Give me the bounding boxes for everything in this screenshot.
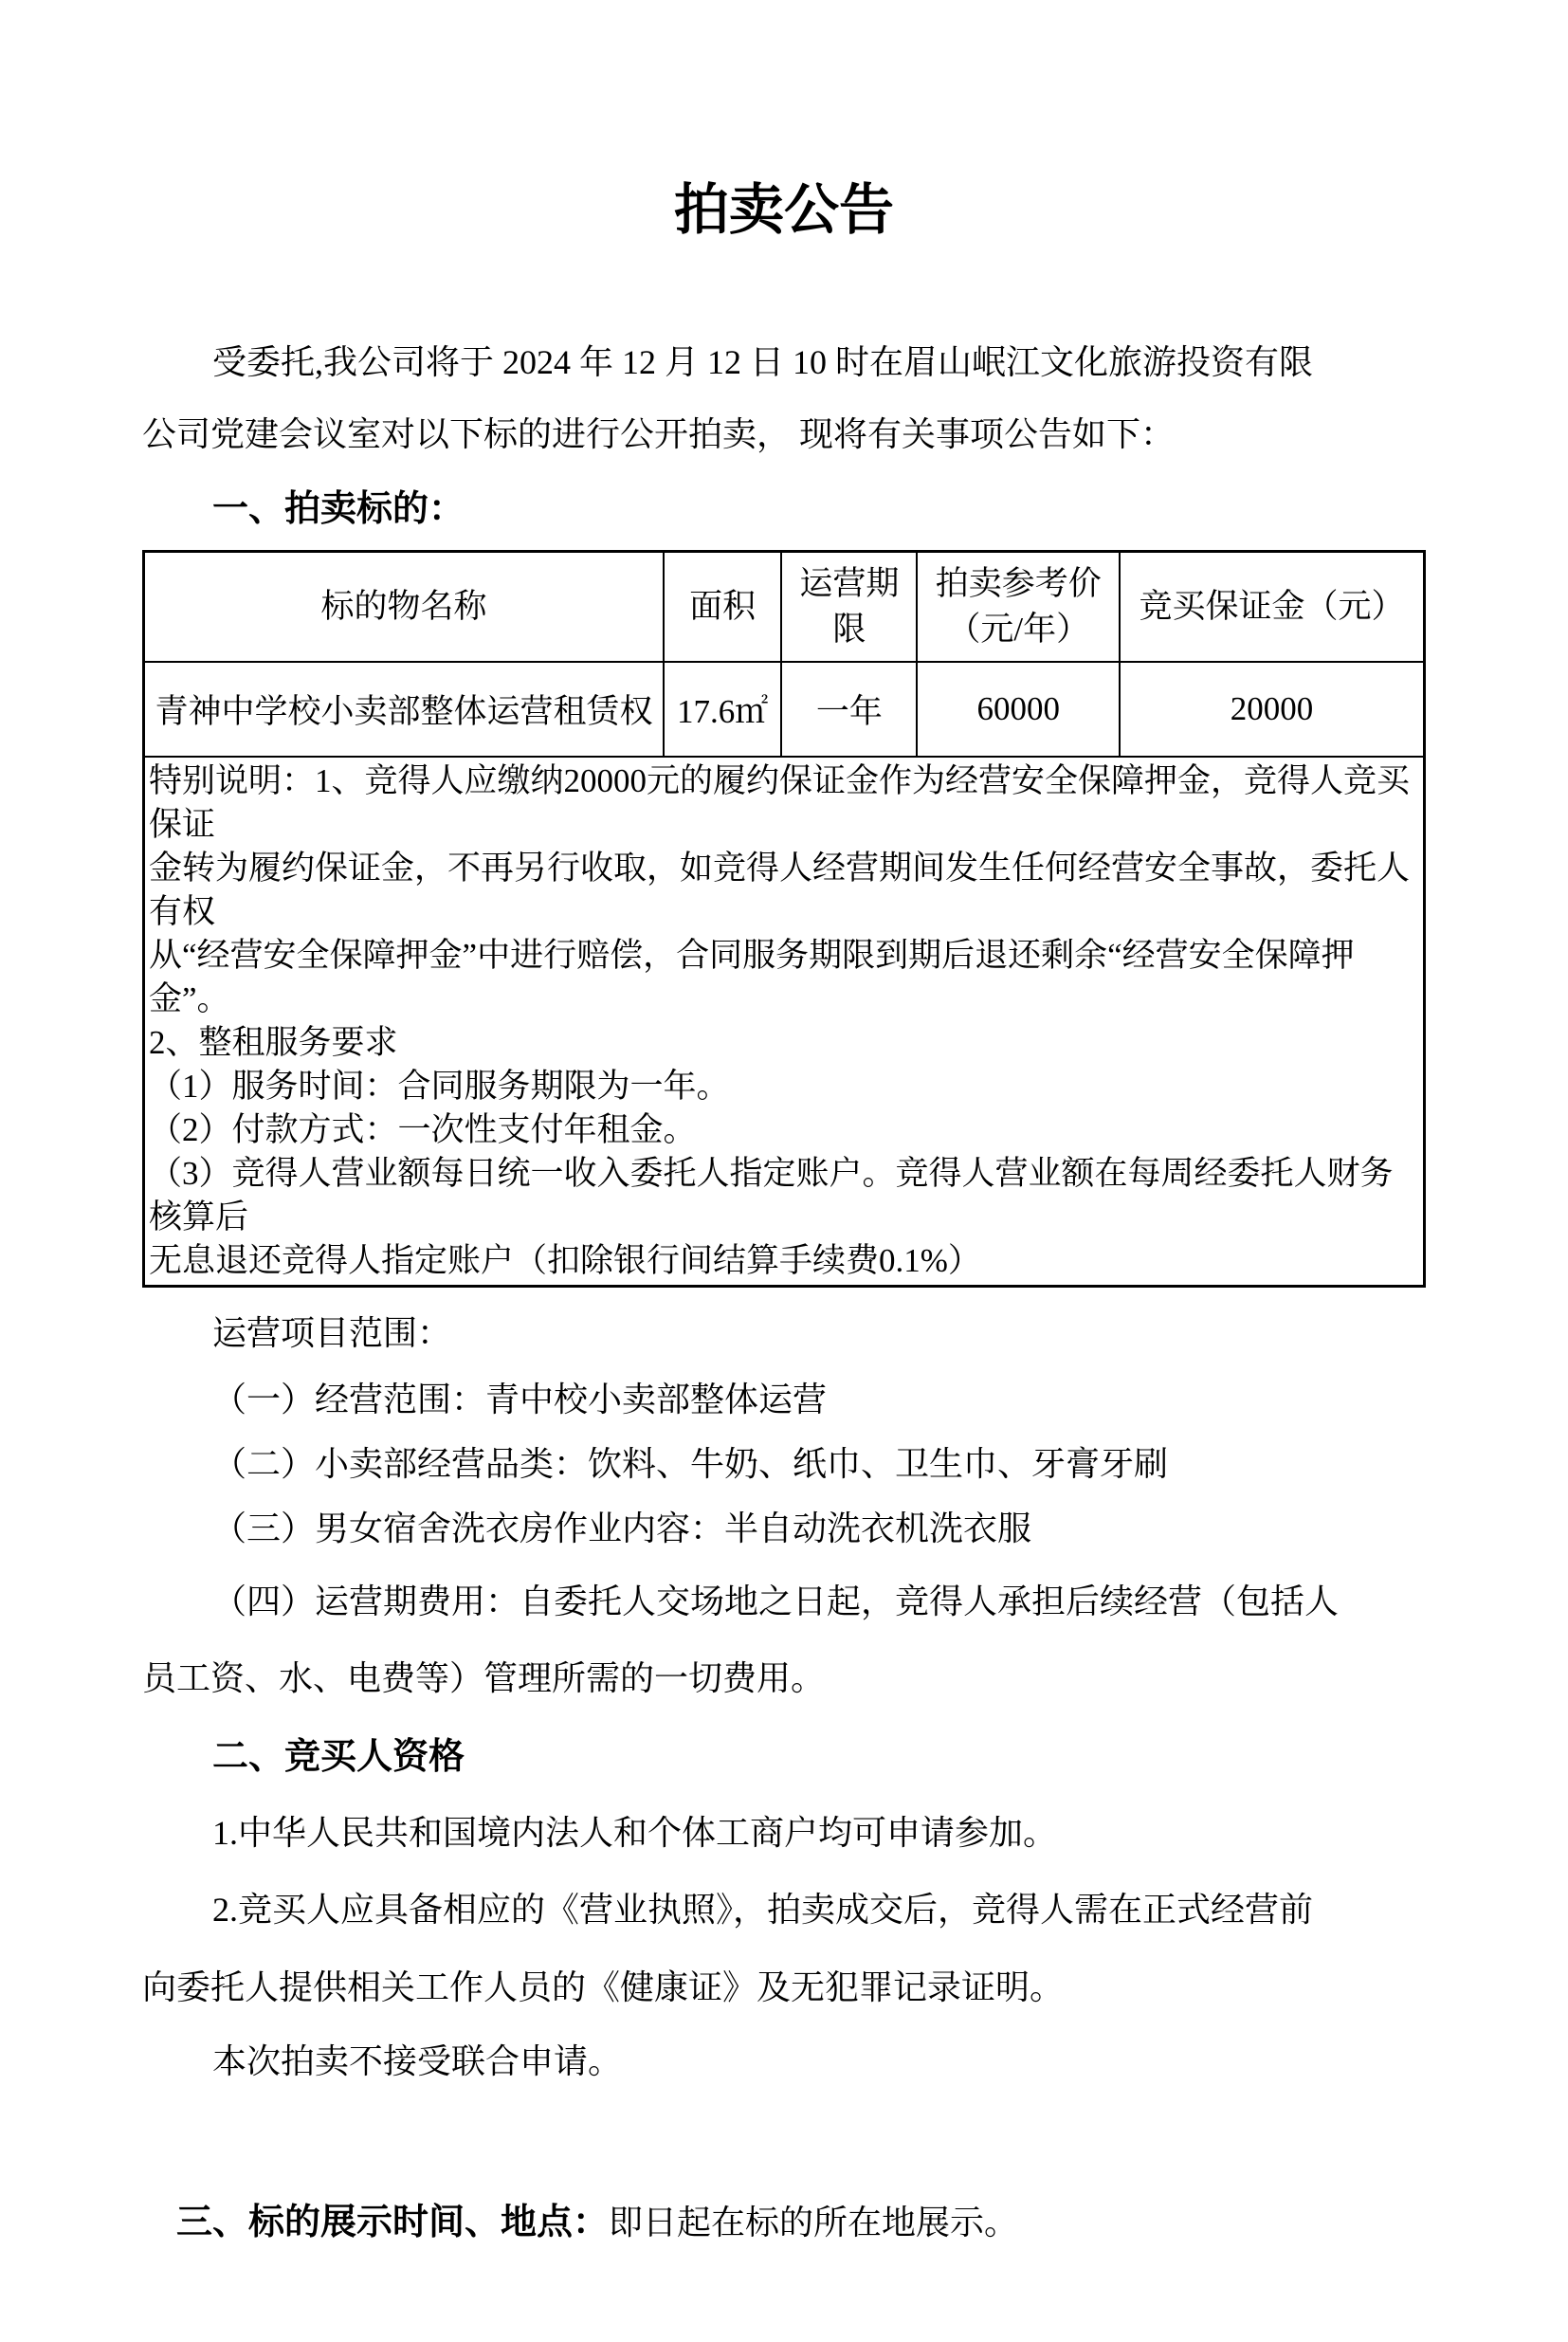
scope-title: 运营项目范围： bbox=[212, 1314, 452, 1352]
section2-item-2-line-1: 2.竞买人应具备相应的《营业执照》，拍卖成交后，竞得人需在正式经营前 bbox=[212, 1891, 1314, 1929]
cell-lot-price: 60000 bbox=[917, 662, 1119, 757]
header-price-line2: （元/年） bbox=[947, 611, 1090, 648]
special-note-line-8: 无息退还竞得人指定账户（扣除银行间结算手续费0.1%） bbox=[149, 1242, 981, 1279]
special-note-line-6: （2）付款方式：一次性支付年租金。 bbox=[149, 1111, 697, 1148]
section3-content: 即日起在标的所在地展示。 bbox=[609, 2204, 1019, 2241]
section1-heading: 一、拍卖标的： bbox=[212, 489, 465, 529]
special-note-line-1: 特别说明：1、竞得人应缴纳20000元的履约保证金作为经营安全保障押金，竞得人竞买保证 bbox=[149, 762, 1411, 843]
special-note-cell bbox=[144, 757, 1425, 1287]
header-cell-deposit: 竞买保证金（元） bbox=[1120, 552, 1425, 663]
special-note-line-2: 金转为履约保证金，不再另行收取，如竞得人经营期间发生任何经营安全事故，委托人有权 bbox=[149, 850, 1411, 930]
header-cell-price bbox=[917, 552, 1119, 663]
display-time-section bbox=[142, 2103, 1426, 2342]
cell-lot-area: 17.6㎡ bbox=[664, 662, 781, 757]
scope-item-3: （三）男女宿舍洗衣房作业内容：半自动洗衣机洗衣服 bbox=[212, 1509, 1032, 1547]
intro-line-2: 公司党建会议室对以下标的进行公开拍卖， 现将有关事项公告如下： bbox=[142, 415, 1176, 453]
intro-line-1: 受委托,我公司将于 2024 年 12 月 12 日 10 时在眉山岷江文化旅游投资有限 bbox=[212, 343, 1314, 381]
document-title: 拍卖公告 bbox=[673, 179, 894, 241]
table-data-row bbox=[144, 662, 1425, 757]
cell-lot-term: 一年 bbox=[781, 662, 917, 757]
section3-heading: 三、标的展示时间、地点： bbox=[176, 2203, 610, 2242]
scope-item-1: （一）经营范围：青中校小卖部整体运营 bbox=[212, 1381, 828, 1418]
special-note-line-7: （3）竞得人营业额每日统一收入委托人指定账户。竞得人营业额在每周经委托人财务核算后 bbox=[149, 1155, 1394, 1235]
special-note-line-5: （1）服务时间：合同服务期限为一年。 bbox=[149, 1068, 730, 1105]
section2-item-1: 1.中华人民共和国境内法人和个体工商户均可申请参加。 bbox=[212, 1814, 1058, 1852]
cell-lot-name: 青神中学校小卖部整体运营租赁权 bbox=[144, 662, 665, 757]
section2-note: 本次拍卖不接受联合申请。 bbox=[212, 2042, 623, 2080]
special-note-line-4: 2、整租服务要求 bbox=[149, 1024, 398, 1061]
section2-item-2-line-2: 向委托人提供相关工作人员的《健康证》及无犯罪记录证明。 bbox=[142, 1968, 1065, 2006]
intro-paragraph bbox=[142, 326, 1426, 470]
header-price-line1: 拍卖参考价 bbox=[935, 565, 1102, 602]
scope-item-2: （二）小卖部经营品类：饮料、牛奶、纸巾、卫生巾、牙膏牙刷 bbox=[212, 1445, 1169, 1483]
header-cell-name: 标的物名称 bbox=[144, 552, 665, 663]
table-special-note-row bbox=[144, 757, 1425, 1287]
cell-lot-deposit: 20000 bbox=[1120, 662, 1425, 757]
scope-item-4-line-2: 员工资、水、电费等）管理所需的一切费用。 bbox=[142, 1659, 826, 1697]
bidder-qualification-section bbox=[142, 1718, 1426, 2097]
auction-items-table bbox=[142, 550, 1426, 1288]
special-note-line-3: 从“经营安全保障押金”中进行赔偿，合同服务期限到期后退还剩余“经营安全保障押金”。 bbox=[149, 937, 1355, 1017]
table-header-row bbox=[144, 552, 1425, 663]
section2-heading: 二、竞买人资格 bbox=[212, 1737, 465, 1777]
header-cell-term: 运营期限 bbox=[781, 552, 917, 663]
scope-item-4-line-1: （四）运营期费用：自委托人交场地之日起，竞得人承担后续经营（包括人 bbox=[212, 1583, 1340, 1620]
scope-section bbox=[142, 1299, 1426, 1718]
header-cell-area: 面积 bbox=[664, 552, 781, 663]
